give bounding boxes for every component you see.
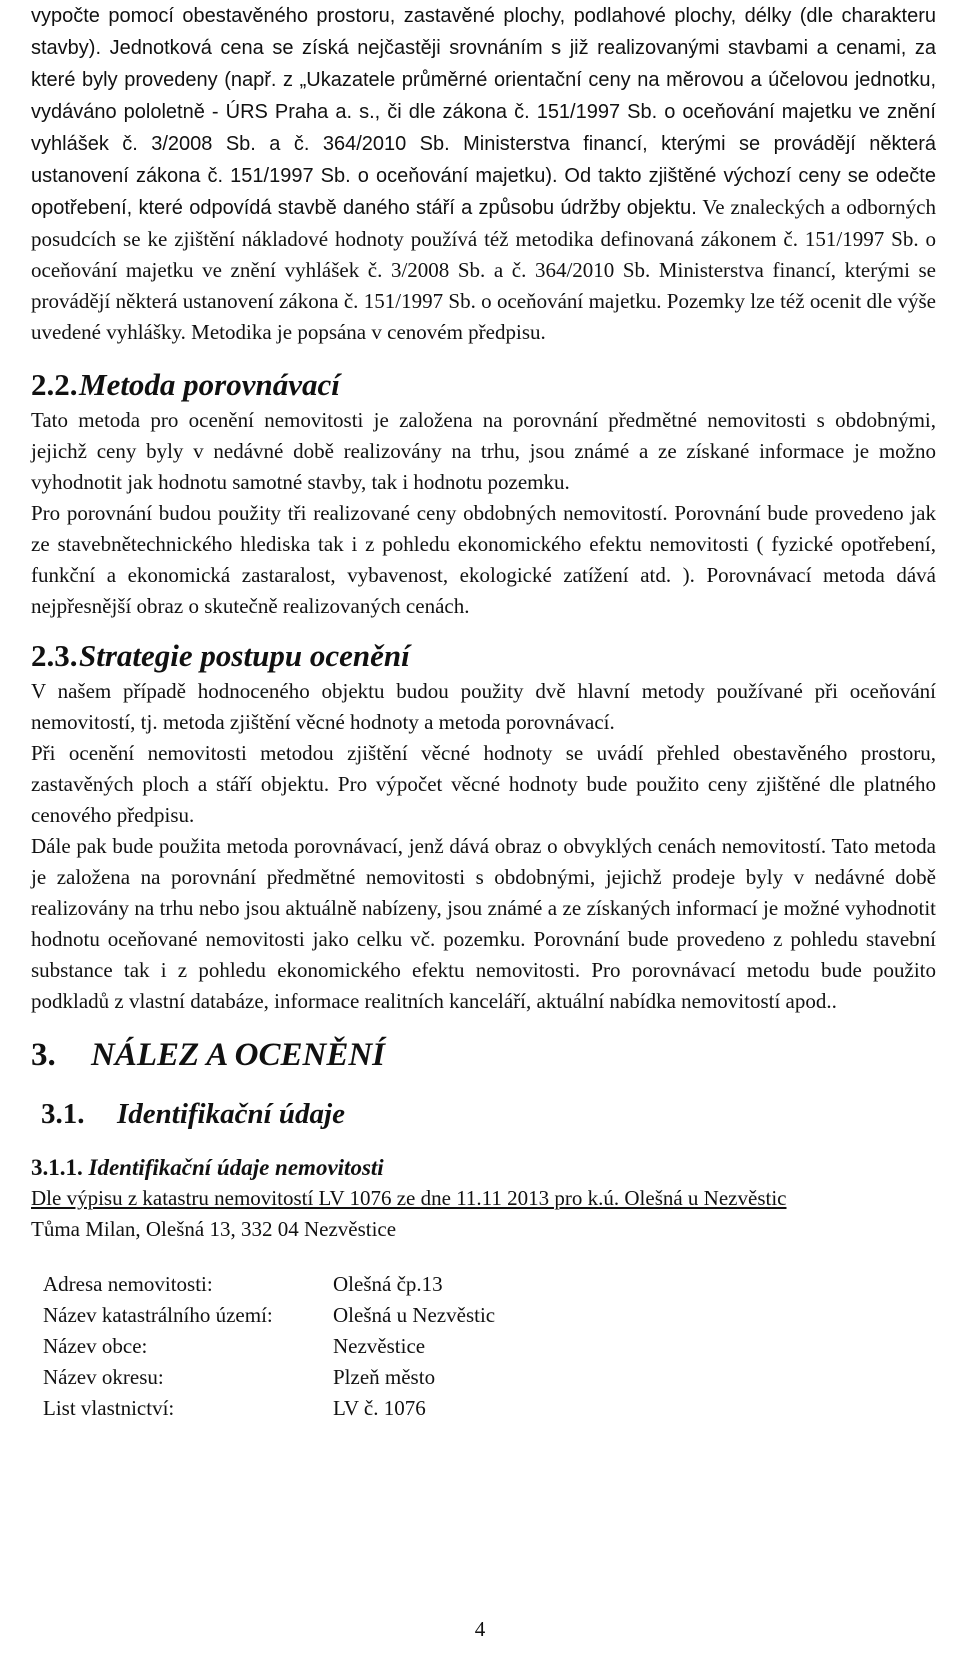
- subsection-heading-3-1-1: [31, 1153, 936, 1183]
- row-value: Olešná čp.13: [333, 1272, 443, 1296]
- row-value: Olešná u Nezvěstic: [333, 1303, 496, 1327]
- page-number: 4: [474, 1617, 486, 1641]
- table-row: [43, 1331, 495, 1362]
- intro-paragraph: [31, 0, 936, 348]
- section-title: Identifikační údaje: [117, 1098, 345, 1130]
- chapter-title: NÁLEZ A OCENĚNÍ: [91, 1037, 386, 1073]
- row-label: Adresa nemovitosti:: [43, 1272, 213, 1296]
- subsection-title: Identifikační údaje nemovitosti: [88, 1155, 384, 1180]
- intro-text-sans-a: vypočte pomocí obestavěného prostoru, zastavěné plochy, podlahové plochy, délky (dle charakteru stavby). Jednotková cena se získá nejčastěji srovnáním s již realizovanými stavbami a cenami, za které byly provedeny (např. z „Ukazatele průměrné orientační ceny na měrovou a účelovou jednotku, vydáváno pololetně - ÚRS Praha a. s., či dle zákona č. 151/1997 Sb. o oceňování majetku ve znění vyhlášek č. 3/2008 Sb. a č. 364/2010 Sb. Ministerstva financí, kterými se provádějí některá ustanovení zákona č. 151/1997 Sb. o oceňování majetku).: [31, 5, 936, 187]
- paragraph: Pro porovnání budou použity tři realizované ceny obdobných nemovitostí. Porovnání bude provedeno jak ze stavebnětechnického hlediska tak i z pohledu ekonomického efektu nemovitosti ( fyzické opotřebení, funkční a ekonomická zastaralost, vybavenost, ekologické zatížení atd. ). Porovnávací metoda dává nejpřesnější obraz o skutečně realizovaných cenách.: [31, 501, 936, 618]
- paragraph: Při ocenění nemovitosti metodou zjištění věcné hodnoty se uvádí přehled obestavěného prostoru, zastavěných ploch a stáří objektu. Pro výpočet věcné hodnoty bude použito ceny zjištěné dle platného cenového předpisu.: [31, 741, 936, 827]
- owner-line: Tůma Milan, Olešná 13, 332 04 Nezvěstice: [31, 1217, 397, 1241]
- section-title: Strategie postupu ocenění: [79, 638, 410, 673]
- paragraph: Dále pak bude použita metoda porovnávací, jenž dává obraz o obvyklých cenách nemovitostí. Tato metoda je založena na porovnání předmětné nemovitosti s obdobnými, jejichž prodeje byly v nedávné době realizovány na trhu nebo jsou aktuálně nabízeny, jsou známé a ze získaných informací je možné vyhodnotit hodnotu oceňované nemovitosti jako celku vč. pozemku. Porovnání bude provedeno z pohledu stavební substance tak i z pohledu ekonomického efektu nemovitosti. Pro porovnávací metodu bude použito podkladů z vlastní databáze, informace realitních kanceláří, aktuální nabídka nemovitostí apod..: [31, 834, 936, 1013]
- section-number: 2.3.: [31, 638, 78, 673]
- section-heading-2-3: [31, 636, 936, 676]
- row-label: Název katastrálního území:: [43, 1303, 273, 1327]
- row-label: List vlastnictví:: [43, 1396, 175, 1420]
- row-value: Plzeň město: [333, 1365, 436, 1389]
- row-label: Název okresu:: [43, 1365, 164, 1389]
- paragraph: Tato metoda pro ocenění nemovitosti je založena na porovnání předmětné nemovitosti s obdobnými, jejichž ceny byly v nedávné době realizovány na trhu, jsou známé a ze získané informace je možno vyhodnotit jak hodnotu samotné stavby, tak i hodnotu pozemku.: [31, 408, 936, 494]
- subsection-number: 3.1.1.: [31, 1155, 83, 1180]
- source-line: Dle výpisu z katastru nemovitostí LV 1076 ze dne 11.11 2013 pro k.ú. Olešná u Nezvěstic: [31, 1186, 787, 1210]
- row-value: LV č. 1076: [333, 1396, 426, 1420]
- section-heading-2-2: [31, 365, 936, 405]
- table-row: [43, 1393, 495, 1424]
- chapter-number: 3.: [31, 1037, 56, 1073]
- document-page: [31, 0, 936, 1424]
- section-heading-3-1: [41, 1095, 936, 1133]
- chapter-heading-3: [31, 1035, 936, 1075]
- table-row: [43, 1269, 495, 1300]
- intro-text-sans-b: Od takto zjištěné výchozí ceny se odečte opotřebení, které odpovídá stavbě daného stáří a způsobu údržby objektu.: [31, 165, 936, 219]
- section-title: Metoda porovnávací: [79, 367, 340, 402]
- table-row: [43, 1300, 495, 1331]
- intro-text-serif: Ve znaleckých a odborných posudcích se ke zjištění nákladové hodnoty používá též metodika definovaná zákonem č. 151/1997 Sb. o oceňování majetku ve znění vyhlášek č. 3/2008 Sb. a č. 364/2010 Sb. Ministerstva financí, kterými se provádějí některá ustanovení zákona č. 151/1997 Sb. o oceňování majetku. Pozemky lze též ocenit dle výše uvedené vyhlášky. Metodika je popsána v cenovém předpisu.: [31, 195, 937, 344]
- row-value: Nezvěstice: [333, 1334, 426, 1358]
- section-number: 3.1.: [41, 1098, 85, 1130]
- paragraph: V našem případě hodnoceného objektu budou použity dvě hlavní metody používané při oceňování nemovitostí, tj. metoda zjištění věcné hodnoty a metoda porovnávací.: [31, 679, 936, 734]
- identification-table: [43, 1269, 495, 1424]
- table-row: [43, 1362, 495, 1393]
- row-label: Název obce:: [43, 1334, 148, 1358]
- section-number: 2.2.: [31, 367, 78, 402]
